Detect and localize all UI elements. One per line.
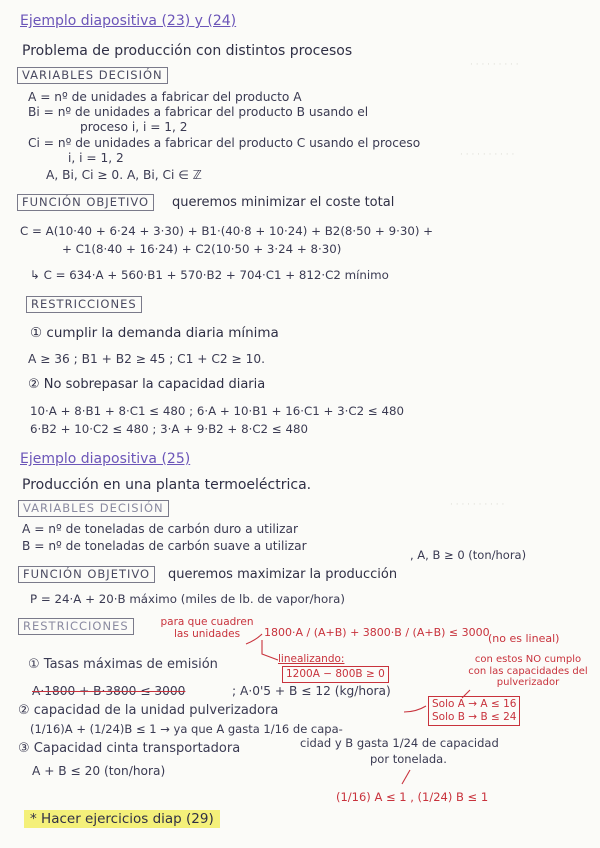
- restriction-1-struck: A·1800 + B·3800 ≤ 3000: [32, 684, 186, 698]
- section1-variable-line: Ci = nº de unidades a fabricar del producto C usando el proceso: [28, 136, 421, 150]
- red-capacity-box-line: Solo A → A ≤ 16: [432, 698, 517, 710]
- section1-objective-line: C = A(10·40 + 6·24 + 3·30) + B1·(40·8 + 10·24) + B2(8·50 + 9·30) +: [20, 224, 434, 238]
- restriction-1-label: ① Tasas máximas de emisión: [28, 657, 218, 672]
- section2-objective-text: queremos maximizar la producción: [168, 567, 398, 582]
- section1-restrictions-label: RESTRICCIONES: [26, 296, 142, 313]
- red-linearizing: linealizando:: [278, 653, 345, 665]
- footer-highlight: [24, 812, 220, 826]
- section1-restriction-heading: ② No sobrepasar la capacidad diaria: [28, 377, 266, 392]
- red-note-units: para que cuadren las unidades: [160, 616, 254, 640]
- red-not-linear: (no es lineal): [488, 632, 560, 645]
- bleed-through: · · · · · · · · · ·: [450, 500, 505, 510]
- section1-objective-line: + C1(8·40 + 16·24) + C2(10·50 + 3·24 + 8·30): [62, 242, 342, 256]
- section2-restrictions-label: RESTRICCIONES: [18, 618, 134, 635]
- section2-variable-line: A = nº de toneladas de carbón duro a utilizar: [22, 522, 298, 536]
- restriction-3-line: A + B ≤ 20 (ton/hora): [32, 764, 166, 778]
- restriction-2-line: (1/16)A + (1/24)B ≤ 1 → ya que A gasta 1/16 de capa-: [30, 722, 343, 736]
- restriction-1-line: ; A·0'5 + B ≤ 12 (kg/hora): [232, 684, 391, 698]
- red-linear-result: 1200A − 800B ≥ 0: [282, 666, 389, 683]
- bleed-through: · · · · · · · · ·: [470, 60, 519, 70]
- section2-variable-domain: , A, B ≥ 0 (ton/hora): [410, 548, 527, 562]
- section2-objective-line: P = 24·A + 20·B máximo (miles de lb. de vapor/hora): [30, 592, 345, 606]
- red-fraction: 1800·A / (A+B) + 3800·B / (A+B) ≤ 3000: [264, 626, 490, 639]
- section2-title: Ejemplo diapositiva (25): [20, 451, 191, 467]
- restriction-2-label: ② capacidad de la unidad pulverizadora: [18, 703, 279, 718]
- footer-highlight-text: * Hacer ejercicios diap (29): [24, 810, 220, 828]
- section1-variable-line: proceso i, i = 1, 2: [80, 120, 188, 134]
- section1-heading: Problema de producción con distintos procesos: [22, 43, 353, 59]
- section1-objective-label: FUNCIÓN OBJETIVO: [17, 194, 154, 211]
- restriction-3-label: ③ Capacidad cinta transportadora: [18, 741, 241, 756]
- restriction-2-cont: cidad y B gasta 1/24 de capacidad: [300, 736, 499, 750]
- section2-heading: Producción en una planta termoeléctrica.: [22, 477, 312, 493]
- bleed-through: · · · · · · · · · ·: [460, 150, 515, 160]
- red-bottom: (1/16) A ≤ 1 , (1/24) B ≤ 1: [336, 790, 489, 804]
- section1-variable-line: Bi = nº de unidades a fabricar del producto B usando el: [28, 105, 369, 119]
- section1-objective-text: queremos minimizar el coste total: [172, 195, 395, 210]
- restriction-2-cont: por tonelada.: [370, 752, 447, 766]
- section1-restriction-line: A ≥ 36 ; B1 + B2 ≥ 45 ; C1 + C2 ≥ 10.: [28, 352, 266, 366]
- section2-variable-line: B = nº de toneladas de carbón suave a utilizar: [22, 539, 307, 553]
- red-capacity-box-line: Solo B → B ≤ 24: [432, 711, 517, 723]
- section2-variables-label: VARIABLES DECISIÓN: [18, 500, 169, 517]
- red-note-capacity: con estos NO cumplo con las capacidades del pulverizador: [468, 654, 588, 688]
- section1-restriction-line: 6·B2 + 10·C2 ≤ 480 ; 3·A + 9·B2 + 8·C2 ≤ 480: [30, 422, 308, 436]
- section1-variable-line: A = nº de unidades a fabricar del producto A: [28, 90, 302, 104]
- section1-title: Ejemplo diapositiva (23) y (24): [20, 13, 237, 29]
- section1-restriction-line: 10·A + 8·B1 + 8·C1 ≤ 480 ; 6·A + 10·B1 + 16·C1 + 3·C2 ≤ 480: [30, 404, 405, 418]
- section1-objective-result: ↳ C = 634·A + 560·B1 + 570·B2 + 704·C1 + 812·C2 mínimo: [30, 268, 389, 282]
- section1-variables-label: VARIABLES DECISIÓN: [17, 67, 168, 84]
- section1-variable-domain: A, Bi, Ci ≥ 0. A, Bi, Ci ∈ ℤ: [46, 168, 202, 182]
- section2-objective-label: FUNCIÓN OBJETIVO: [18, 566, 155, 583]
- section1-variable-line: i, i = 1, 2: [68, 151, 124, 165]
- section1-restriction-heading: ① cumplir la demanda diaria mínima: [30, 325, 279, 341]
